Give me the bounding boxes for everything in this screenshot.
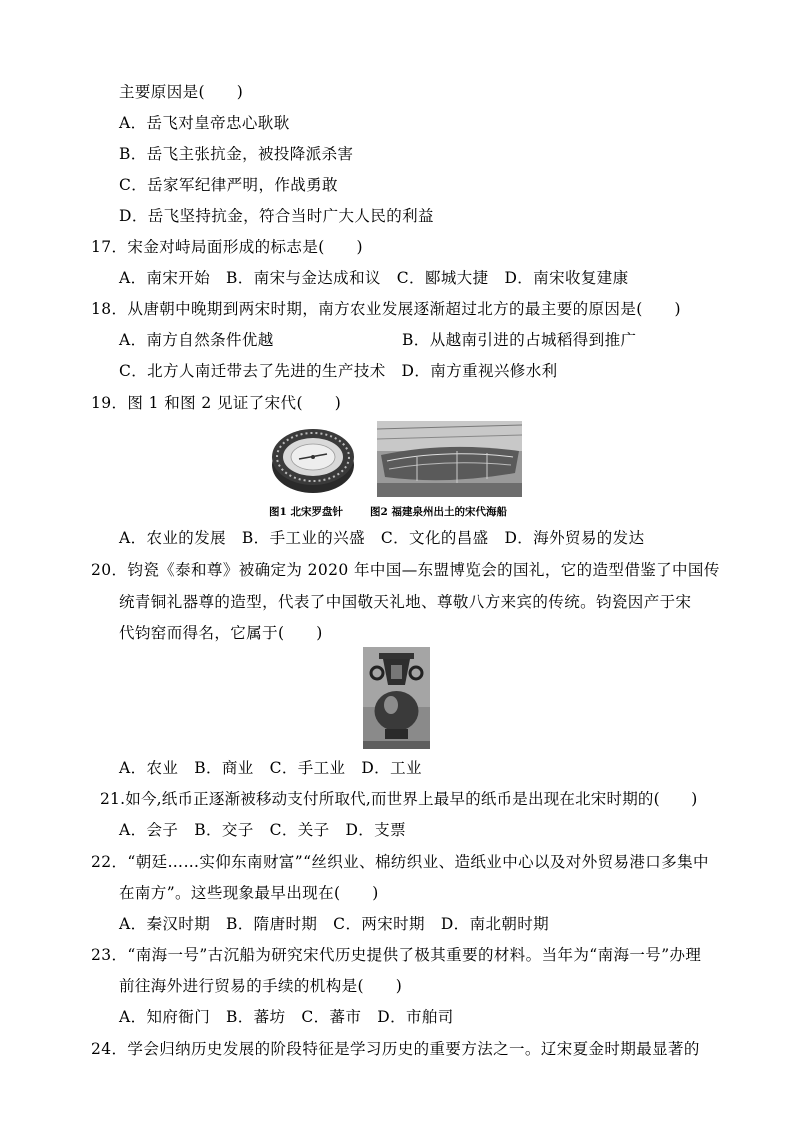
q18-option-a: A．南方自然条件优越 <box>119 331 274 349</box>
q20-stem-line-3: 代钧窑而得名，它属于( ) <box>119 624 323 642</box>
q20-stem-line-2: 统青铜礼器尊的造型，代表了中国敬天礼地、尊敬八方来宾的传统。钧瓷因产于宋 <box>119 593 692 611</box>
compass-figure <box>269 421 357 497</box>
q23-stem-line-1: 23．“南海一号”古沉船为研究宋代历史提供了极其重要的材料。当年为“南海一号”办理 <box>91 946 702 964</box>
q18-stem: 18．从唐朝中晚期到两宋时期，南方农业发展逐渐超过北方的最主要的原因是( ) <box>91 300 681 318</box>
q16-stem-continuation: 主要原因是( ) <box>119 83 244 101</box>
q21-stem: 21.如今,纸币正逐渐被移动支付所取代,而世界上最早的纸币是出现在北宋时期的( ) <box>100 790 698 808</box>
q22-stem-line-2: 在南方”。这些现象最早出现在( ) <box>119 884 379 902</box>
q22-stem-line-1: 22．“朝廷……实仰东南财富”“丝织业、棉纺织业、造纸业中心以及对外贸易港口多集中 <box>91 853 709 871</box>
q17-stem: 17．宋金对峙局面形成的标志是( ) <box>91 238 363 256</box>
q22-options: A．秦汉时期 B．隋唐时期 C．两宋时期 D．南北朝时期 <box>119 915 550 933</box>
ship-figure <box>377 421 522 497</box>
q19-options: A．农业的发展 B．手工业的兴盛 C．文化的昌盛 D．海外贸易的发达 <box>119 529 645 547</box>
jun-porcelain-vessel-figure <box>363 647 430 749</box>
q18-option-cd: C．北方人南迁带去了先进的生产技术 D．南方重视兴修水利 <box>119 362 558 380</box>
q23-stem-line-2: 前往海外进行贸易的手续的机构是( ) <box>119 977 403 995</box>
q20-stem-line-1: 20．钧瓷《泰和尊》被确定为 2020 年中国—东盟博览会的国礼，它的造型借鉴了中国传 <box>91 561 720 579</box>
q17-options: A．南宋开始 B．南宋与金达成和议 C．郾城大捷 D．南宋收复建康 <box>119 269 629 287</box>
q21-options: A．会子 B．交子 C．关子 D．支票 <box>119 821 406 839</box>
q16-option-a: A．岳飞对皇帝忠心耿耿 <box>119 114 290 132</box>
fig2-caption: 图2 福建泉州出土的宋代海船 <box>370 506 507 518</box>
fig1-caption: 图1 北宋罗盘针 <box>269 506 343 518</box>
q16-option-b: B．岳飞主张抗金，被投降派杀害 <box>119 145 354 163</box>
q16-option-d: D．岳飞坚持抗金，符合当时广大人民的利益 <box>119 207 434 225</box>
q19-stem: 19．图 1 和图 2 见证了宋代( ) <box>91 394 342 412</box>
q18-option-b: B．从越南引进的占城稻得到推广 <box>402 331 637 349</box>
q23-options: A．知府衙门 B．蕃坊 C．蕃市 D．市舶司 <box>119 1008 454 1026</box>
q16-option-c: C．岳家军纪律严明，作战勇敢 <box>119 176 338 194</box>
q20-options: A．农业 B．商业 C．手工业 D．工业 <box>119 759 422 777</box>
q24-stem: 24．学会归纳历史发展的阶段特征是学习历史的重要方法之一。辽宋夏金时期最显著的 <box>91 1040 700 1058</box>
